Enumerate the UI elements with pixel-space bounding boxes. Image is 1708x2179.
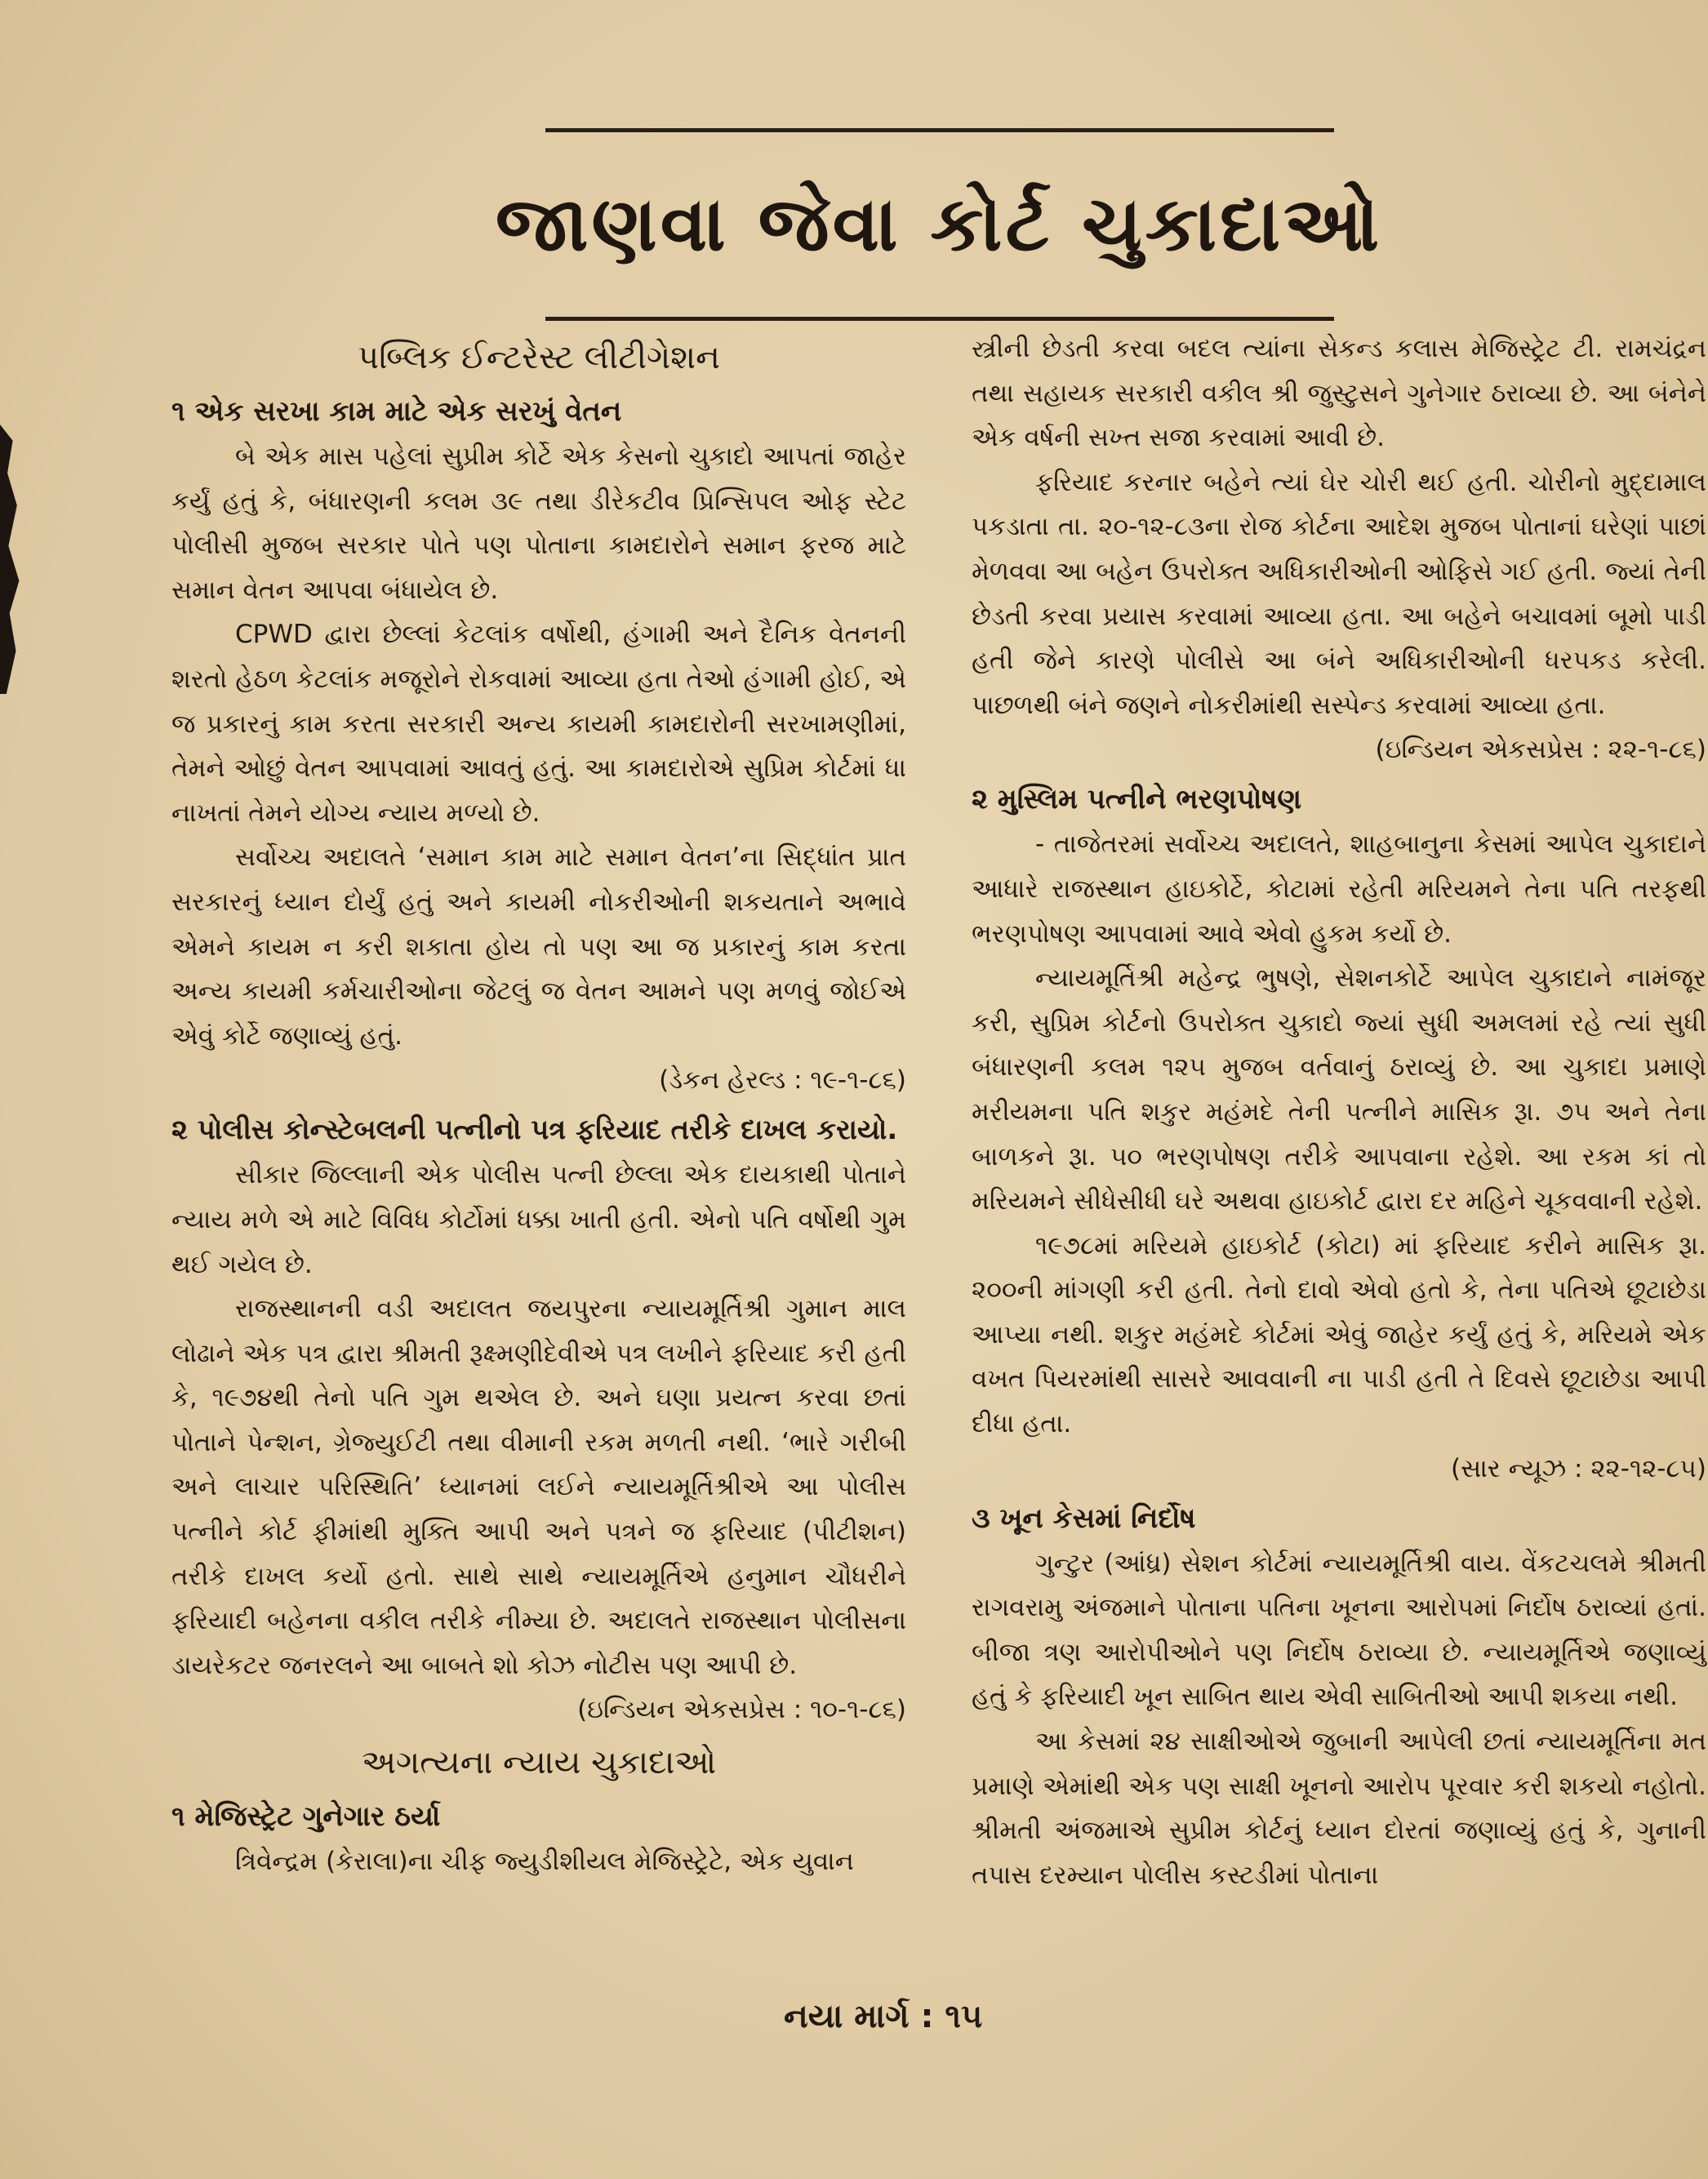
section-title-public-interest: પબ્લિક ઈન્ટરેસ્ટ લીટીગેશન <box>358 339 720 376</box>
torn-edge <box>0 425 21 694</box>
article-heading: ૨ મુસ્લિમ પત્નીને ભરણપોષણ <box>972 783 1302 816</box>
article-source: (ડેકન હેરલ્ડ : ૧૯-૧-૮૬) <box>659 1065 906 1096</box>
section-title-important-judgments: અગત્યના ન્યાય ચુકાદાઓ <box>361 1744 717 1782</box>
article-heading: ૧ એક સરખા કામ માટે એક સરખું વેતન <box>171 395 622 428</box>
article-paragraph: ગુન્ટુર (આંધ્ર) સેશન કોર્ટમાં ન્યાયમૂર્તિશ્રી વાય. વેંકટચલમે શ્રીમતી રાગવરામુ અંજમાને પોતાના પતિના ખૂનના આરોપમાં નિર્દોષ ઠરાવ્યાં હતાં. બીજા ત્રણ આરોપીઓને પણ નિર્દોષ ઠરાવ્યા છે. ન્યાયમૂર્તિએ જણાવ્યું હતું કે ફરિયાદી ખૂન સાબિત થાય એવી સાબિતીઓ આપી શકયા નથી. <box>972 1548 1706 1712</box>
title-rule-top <box>545 128 1334 132</box>
article-paragraph: સીકાર જિલ્લાની એક પોલીસ પત્ની છેલ્લા એક દાયકાથી પોતાને ન્યાય મળે એ માટે વિવિધ કોર્ટોમાં ધક્કા ખાતી હતી. એનો પતિ વર્ષોથી ગુમ થઈ ગયેલ છે. <box>171 1160 906 1279</box>
article-paragraph: ફરિયાદ કરનાર બહેને ત્યાં ઘેર ચોરી થઈ હતી. ચોરીનો મુદ્દામાલ પકડાતા તા. ૨૦-૧૨-૮૩ના રોજ કોર્ટના આદેશ મુજબ પોતાનાં ઘરેણાં પાછાં મેળવવા આ બહેન ઉપરોક્ત અધિકારીઓની ઓફિસે ગઈ હતી. જ્યાં તેની છેડતી કરવા પ્રયાસ કરવામાં આવ્યા હતા. આ બહેને બચાવમાં બૂમો પાડી હતી જેને કારણે પોલીસે આ બંને અધિકારીઓની ધરપકડ કરેલી. પાછળથી બંને જણને નોકરીમાંથી સસ્પેન્ડ કરવામાં આવ્યા હતા. <box>972 467 1706 720</box>
article-paragraph: ૧૯૭૮માં મરિયમે હાઇકોર્ટ (કોટા) માં ફરિયાદ કરીને માસિક રૂા. ૨૦૦ની માંગણી કરી હતી. તેનો દાવો એવો હતો કે, તેના પતિએ છૂટાછેડા આપ્યા નથી. શકુર મહંમદે કોર્ટમાં એવું જાહેર કર્યું હતું કે, મરિયમે એક વખત પિયરમાંથી સાસરે આવવાની ના પાડી હતી તે દિવસે છૂટાછેડા આપી દીધા હતા. <box>972 1230 1706 1439</box>
article-heading: ૨ પોલીસ કોન્સ્ટેબલની પત્નીનો પત્ર ફરિયાદ તરીકે દાખલ કરાયો. <box>171 1114 898 1147</box>
right-column <box>972 327 1706 1897</box>
article-source: (સાર ન્યૂઝ : ૨૨-૧૨-૮૫) <box>1451 1453 1706 1483</box>
page-title: જાણવા જેવા કોર્ટ ચુકાદાઓ <box>495 180 1383 268</box>
page-footer: નયા માર્ગ : ૧૫ <box>784 1998 983 2035</box>
article-source: (ઇન્ડિયન એકસપ્રેસ : ૧૦-૧-૮૬) <box>577 1695 906 1725</box>
article-heading: ૧ મેજિસ્ટ્રેટ ગુનેગાર ઠર્યા <box>171 1800 441 1834</box>
article-paragraph: - તાજેતરમાં સર્વોચ્ચ અદાલતે, શાહબાનુના કેસમાં આપેલ ચુકાદાને આધારે રાજસ્થાન હાઇકોર્ટે, કોટામાં રહેતી મરિયમને તેના પતિ તરફથી ભરણપોષણ આપવામાં આવે એવો હુકમ કર્યો છે. <box>972 829 1706 949</box>
article-heading: ૩ ખૂન કેસમાં નિર્દોષ <box>972 1501 1196 1535</box>
article-paragraph: સર્વોચ્ચ અદાલતે ‘સમાન કામ માટે સમાન વેતન’ના સિદ્ધાંત પ્રાત સરકારનું ધ્યાન દોર્યું હતું અને કાયમી નોકરીઓની શકયતાને અભાવે એમને કાયમ ન કરી શકાતા હોય તો પણ આ જ પ્રકારનું કામ કરતા અન્ય કાયમી કર્મચારીઓના જેટલું જ વેતન આમને પણ મળવું જોઈએ એવું કોર્ટે જણાવ્યું હતું. <box>171 843 906 1051</box>
article-paragraph: CPWD દ્વારા છેલ્લાં કેટલાંક વર્ષોથી, હંગામી અને દૈનિક વેતનની શરતો હેઠળ કેટલાંક મજૂરોને રોકવામાં આવ્યા હતા તેઓ હંગામી હોઈ, એ જ પ્રકારનું કામ કરતા સરકારી અન્ય કાયમી કામદારોની સરખામણીમાં, તેમને ઓછું વેતન આપવામાં આવતું હતું. આ કામદારોએ સુપ્રિમ કોર્ટમાં ધા નાખતાં તેમને યોગ્ય ન્યાય મળ્યો છે. <box>171 620 906 828</box>
article-paragraph: બે એક માસ પહેલાં સુપ્રીમ કોર્ટે એક કેસનો ચુકાદો આપતાં જાહેર કર્યું હતું કે, બંધારણની કલમ ૩૯ તથા ડીરેકટીવ પ્રિન્સિપલ ઓફ સ્ટેટ પોલીસી મુજબ સરકાર પોતે પણ પોતાના કામદારોને સમાન ફરજ માટે સમાન વેતન આપવા બંધાયેલ છે. <box>171 442 906 605</box>
article-paragraph: આ કેસમાં ૨૪ સાક્ષીઓએ જુબાની આપેલી છતાં ન્યાયમૂર્તિના મત પ્રમાણે એમાંથી એક પણ સાક્ષી ખૂનનો આરોપ પૂરવાર કરી શકયો નહોતો. શ્રીમતી અંજમાએ સુપ્રીમ કોર્ટનું ધ્યાન દોરતાં જણાવ્યું હતું કે, ગુનાની તપાસ દરમ્યાન પોલીસ કસ્ટડીમાં પોતાના <box>972 1727 1706 1890</box>
article-source: (ઇન્ડિયન એકસપ્રેસ : ૨૨-૧-૮૬) <box>1375 735 1706 765</box>
article-paragraph: સ્ત્રીની છેડતી કરવા બદલ ત્યાંના સેકન્ડ કલાસ મેજિસ્ટ્રેટ ટી. રામચંદ્રન તથા સહાયક સરકારી વકીલ શ્રી જુસ્ટુસને ગુનેગાર ઠરાવ્યા છે. આ બંનેને એક વર્ષની સખ્ત સજા કરવામાં આવી છે. <box>972 334 1706 453</box>
article-paragraph: ત્રિવેન્દ્રમ (કેરાલા)ના ચીફ જ્યુડીશીયલ મેજિસ્ટ્રેટે, એક યુવાન <box>235 1847 854 1877</box>
left-column <box>171 327 906 1884</box>
article-paragraph: ન્યાયમૂર્તિશ્રી મહેન્દ્ર ભુષણે, સેશનકોર્ટે આપેલ ચુકાદાને નામંજૂર કરી, સુપ્રિમ કોર્ટનો ઉપરોક્ત ચુકાદો જ્યાં સુધી અમલમાં રહે ત્યાં સુધી બંધારણની કલમ ૧૨૫ મુજબ વર્તવાનું ઠરાવ્યું છે. આ ચુકાદા પ્રમાણે મરીયમના પતિ શકુર મહંમદે તેની પત્નીને માસિક રૂા. ૭૫ અને તેના બાળકને રૂા. ૫૦ ભરણપોષણ તરીકે આપવાના રહેશે. આ રકમ કાં તો મરિયમને સીધેસીધી ઘરે અથવા હાઇકોર્ટ દ્વારા દર મહિને ચૂકવવાની રહેશે. <box>972 963 1706 1216</box>
title-rule-bottom <box>545 317 1334 321</box>
article-paragraph: રાજસ્થાનની વડી અદાલત જયપુરના ન્યાયમૂર્તિશ્રી ગુમાન માલ લોઢાને એક પત્ર દ્વારા શ્રીમતી રૂક્ષ્મણીદેવીએ પત્ર લખીને ફરિયાદ કરી હતી કે, ૧૯૭૪થી તેનો પતિ ગુમ થએલ છે. અને ઘણા પ્રયત્ન કરવા છતાં પોતાને પેન્શન, ગ્રેજ્યુઈટી તથા વીમાની રકમ મળતી નથી. ‘ભારે ગરીબી અને લાચાર પરિસ્થિતિ’ ધ્યાનમાં લઈને ન્યાયમૂર્તિશ્રીએ આ પોલીસ પત્નીને કોર્ટ ફીમાંથી મુક્તિ આપી અને પત્રને જ ફરિયાદ (પીટીશન) તરીકે દાખલ કર્યો હતો. સાથે સાથે ન્યાયમૂર્તિએ હનુમાન ચૌધરીને ફરિયાદી બહેનના વકીલ તરીકે નીમ્યા છે. અદાલતે રાજસ્થાન પોલીસના ડાયરેકટર જનરલને આ બાબતે શો કોઝ નોટીસ પણ આપી છે. <box>171 1294 906 1680</box>
